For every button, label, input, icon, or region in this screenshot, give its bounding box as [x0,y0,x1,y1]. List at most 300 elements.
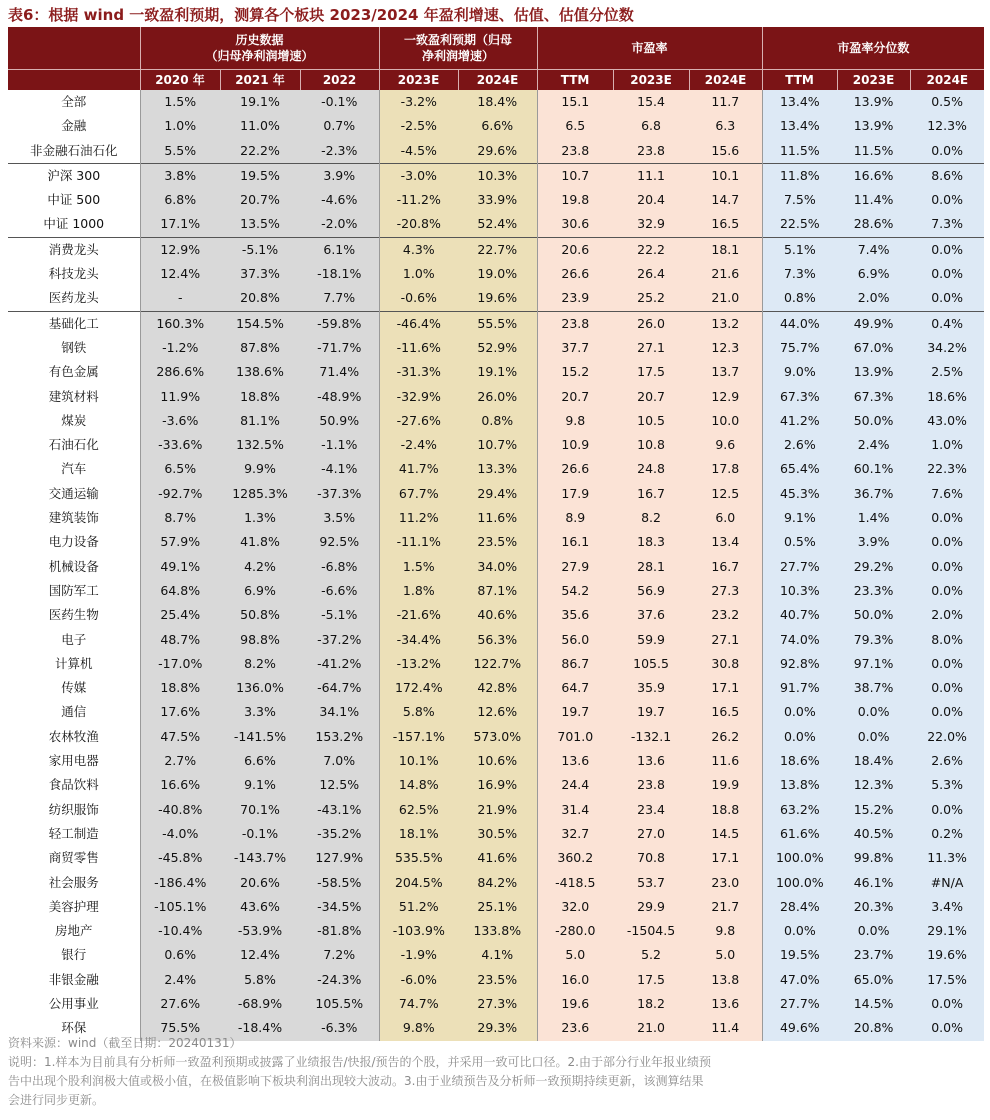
table-cell: 10.1 [689,163,762,188]
table-cell: 6.5% [140,457,220,481]
table-cell: -143.7% [220,846,300,870]
table-cell: 29.4% [458,482,537,506]
table-row [8,114,984,138]
row-label: 农林牧渔 [48,728,99,744]
table-cell: 2.0% [837,286,910,311]
table-cell: 20.7 [613,385,689,409]
table-cell: 21.6 [689,262,762,286]
table-cell: 11.4% [837,188,910,212]
table-cell: 20.6% [220,871,300,895]
table-cell: -6.8% [300,555,379,579]
table-cell: 4.1% [458,943,537,967]
row-label: 机械设备 [48,558,99,574]
table-cell: 136.0% [220,676,300,700]
table-cell: 12.3% [837,773,910,797]
table-cell: 19.6% [910,943,984,967]
table-cell: 5.5% [140,139,220,164]
row-label: 医药龙头 [48,290,99,306]
table-cell: 22.5% [762,212,837,237]
table-cell: 7.3% [910,212,984,237]
table-row [8,506,984,530]
table-cell: 23.7% [837,943,910,967]
table-cell: 18.4% [458,90,537,114]
table-cell: 13.6 [537,749,613,773]
row-label: 中证 500 [47,192,101,208]
table-cell: 12.6% [458,700,537,724]
table-cell: -3.0% [379,163,458,188]
row-label: 电力设备 [48,534,99,550]
row-label: 消费龙头 [8,237,140,262]
table-cell: 26.6 [537,457,613,481]
table-cell: 16.6% [140,773,220,797]
table-cell: 49.9% [837,311,910,336]
table-cell: 0.0% [910,139,984,164]
table-cell: 573.0% [458,725,537,749]
column-header: 2024E [910,70,984,91]
table-cell: 21.7 [689,895,762,919]
row-label: 公用事业 [48,995,99,1011]
table-cell: 0.8% [458,409,537,433]
column-header: 2024E [458,70,537,91]
table-cell: 0.0% [910,676,984,700]
row-label: 美容护理 [48,898,99,914]
header-group-label: 市盈率 [631,41,668,55]
table-body [8,90,984,1041]
table-cell: 50.0% [837,409,910,433]
row-label: 非银金融 [48,971,99,987]
table-cell: 67.0% [837,336,910,360]
table-cell: 10.6% [458,749,537,773]
table-cell: 0.0% [910,1016,984,1040]
table-cell: 5.3% [910,773,984,797]
table-cell: -10.4% [140,919,220,943]
table-cell: 11.1 [613,163,689,188]
table-cell: 23.2 [689,603,762,627]
header-group-consensus [379,27,537,70]
table-cell: 36.7% [837,482,910,506]
table-cell: 43.0% [910,409,984,433]
table-cell: 5.0 [537,943,613,967]
row-label: 纺织服饰 [48,801,99,817]
table-cell: 100.0% [762,871,837,895]
table-cell: 41.7% [379,457,458,481]
row-label: 建筑装饰 [48,510,99,526]
table-cell: 30.6 [537,212,613,237]
table-cell: 9.6 [689,433,762,457]
table-cell: 23.3% [837,579,910,603]
table-cell: 10.7 [537,163,613,188]
table-cell: 18.2 [613,992,689,1016]
table-cell: 20.4 [613,188,689,212]
table-cell: 41.6% [458,846,537,870]
header-column-row [8,70,984,91]
table-cell: 46.1% [837,871,910,895]
table-cell: 52.9% [458,336,537,360]
table-cell: 7.5% [762,188,837,212]
table-cell: 91.7% [762,676,837,700]
table-cell: 27.0 [613,822,689,846]
table-row [8,871,984,895]
table-cell: 40.5% [837,822,910,846]
table-cell: 34.2% [910,336,984,360]
table-cell: 11.5% [762,139,837,164]
table-cell: 25.2 [613,286,689,311]
table-row [8,311,984,336]
table-cell: 16.5 [689,212,762,237]
table-cell: 22.0% [910,725,984,749]
table-cell: 0.0% [910,652,984,676]
table-cell: 84.2% [458,871,537,895]
table-cell: 17.1 [689,676,762,700]
table-cell: 0.0% [910,555,984,579]
table-cell: 10.1% [379,749,458,773]
table-cell: 132.5% [220,433,300,457]
table-cell: 2.0% [910,603,984,627]
table-cell: 9.8% [379,1016,458,1040]
table-cell: 15.2 [537,360,613,384]
table-row [8,286,984,311]
table-cell: 0.0% [910,188,984,212]
table-cell: 23.8 [537,139,613,164]
table-cell: 56.3% [458,628,537,652]
table-cell: 133.8% [458,919,537,943]
table-cell: 7.4% [837,237,910,262]
table-cell: 1.5% [140,90,220,114]
table-cell: -11.6% [379,336,458,360]
table-cell: 63.2% [762,798,837,822]
table-cell: -71.7% [300,336,379,360]
row-label: 轻工制造 [48,825,99,841]
table-cell: 0.0% [762,725,837,749]
table-cell: 23.5% [458,530,537,554]
table-cell: 20.8% [837,1016,910,1040]
table-cell: -81.8% [300,919,379,943]
column-header: 2023E [379,70,458,91]
table-cell: -37.2% [300,628,379,652]
table-cell: -0.6% [379,286,458,311]
table-cell: 6.5 [537,114,613,138]
table-cell: 13.6 [613,749,689,773]
table-cell: 30.8 [689,652,762,676]
table-cell: -280.0 [537,919,613,943]
table-cell: 34.1% [300,700,379,724]
table-cell: 4.2% [220,555,300,579]
table-cell: 10.5 [613,409,689,433]
row-label: 建筑材料 [48,388,99,404]
table-cell: 1.4% [837,506,910,530]
table-cell: 12.5% [300,773,379,797]
table-cell: 10.0 [689,409,762,433]
table-cell: 6.3 [689,114,762,138]
table-cell: 32.7 [537,822,613,846]
table-cell: 56.0 [537,628,613,652]
table-cell: 16.7 [689,555,762,579]
header-group-label: （归母净利润增速） [205,49,314,63]
table-row [8,579,984,603]
table-cell: 0.8% [762,286,837,311]
table-cell: 17.6% [140,700,220,724]
table-cell: 17.5% [910,968,984,992]
table-cell: 8.6% [910,163,984,188]
header-corner [8,27,140,70]
table-cell: 4.3% [379,237,458,262]
table-cell: 24.4 [537,773,613,797]
table-cell: 0.0% [910,579,984,603]
table-cell: 40.7% [762,603,837,627]
table-cell: 22.7% [458,237,537,262]
row-label: 非金融石油石化 [29,142,118,158]
table-cell: 12.9% [140,237,220,262]
table-cell: 35.9 [613,676,689,700]
table-cell: 87.1% [458,579,537,603]
table-cell: 3.5% [300,506,379,530]
table-cell: 14.7 [689,188,762,212]
table-cell: 23.8 [613,773,689,797]
table-cell: 75.5% [140,1016,220,1040]
table-cell: 38.7% [837,676,910,700]
table-cell: 40.6% [458,603,537,627]
table-cell: 3.4% [910,895,984,919]
table-cell: -105.1% [140,895,220,919]
table-cell: 22.2% [220,139,300,164]
row-label: 传媒 [61,680,87,696]
table-cell: 67.7% [379,482,458,506]
table-cell: 11.8% [762,163,837,188]
table-row [8,433,984,457]
table-cell: 0.0% [910,530,984,554]
table-cell: 10.3% [458,163,537,188]
table-cell: 0.0% [837,700,910,724]
table-cell: 27.1 [689,628,762,652]
table-cell: 9.0% [762,360,837,384]
table-cell: -43.1% [300,798,379,822]
table-cell: 41.2% [762,409,837,433]
table-cell: 19.1% [220,90,300,114]
table-cell: 67.3% [837,385,910,409]
header-group-label: 历史数据 [235,33,284,47]
table-cell: 17.1 [689,846,762,870]
table-row [8,530,984,554]
table-cell: 100.0% [762,846,837,870]
table-cell: 6.6% [458,114,537,138]
table-cell: 13.4 [689,530,762,554]
table-row [8,822,984,846]
table-cell: 16.1 [537,530,613,554]
table-cell: 138.6% [220,360,300,384]
table-cell: 11.3% [910,846,984,870]
table-row [8,555,984,579]
table-cell: 6.9% [837,262,910,286]
table-cell: 7.7% [300,286,379,311]
row-label: 社会服务 [48,874,99,890]
table-cell: -18.1% [300,262,379,286]
table-cell: 15.6 [689,139,762,164]
table-cell: 8.0% [910,628,984,652]
table-cell: 52.4% [458,212,537,237]
table-cell: 2.4% [837,433,910,457]
table-cell: -17.0% [140,652,220,676]
table-cell: 1.0% [140,114,220,138]
table-cell: 49.1% [140,555,220,579]
table-cell: #N/A [910,871,984,895]
table-cell: 99.8% [837,846,910,870]
table-cell: 65.4% [762,457,837,481]
header-group-label: 市盈率分位数 [837,41,910,55]
table-cell: 23.8 [537,311,613,336]
table-row [8,992,984,1016]
table-cell: 19.1% [458,360,537,384]
table-cell: 5.2 [613,943,689,967]
column-header: TTM [762,70,837,91]
table-cell: -5.1% [300,603,379,627]
table-cell: 27.7% [762,555,837,579]
table-cell: 5.0 [689,943,762,967]
table-cell: 87.8% [220,336,300,360]
table-cell: 19.6% [458,286,537,311]
table-cell: 6.1% [300,237,379,262]
table-cell: 24.8 [613,457,689,481]
table-cell: 1.0% [379,262,458,286]
table-cell: -59.8% [300,311,379,336]
table-cell: 10.3% [762,579,837,603]
table-cell: 19.5% [762,943,837,967]
table-cell: 1285.3% [220,482,300,506]
table-cell: -31.3% [379,360,458,384]
header-group-pe [537,27,762,70]
table-cell: 16.5 [689,700,762,724]
column-header: 2020 年 [140,70,220,91]
table-cell: 0.0% [910,798,984,822]
table-cell: 23.6 [537,1016,613,1040]
table-cell: -53.9% [220,919,300,943]
table-cell: 50.0% [837,603,910,627]
table-cell: 27.3% [458,992,537,1016]
table-cell: 21.0 [613,1016,689,1040]
table-row [8,457,984,481]
table-cell: 360.2 [537,846,613,870]
table-cell: 74.0% [762,628,837,652]
table-cell: 17.9 [537,482,613,506]
table-row [8,749,984,773]
table-cell: 25.1% [458,895,537,919]
table-cell: 18.4% [837,749,910,773]
row-label: 国防军工 [48,582,99,598]
table-cell: 9.1% [220,773,300,797]
table-cell: -92.7% [140,482,220,506]
table-cell: 13.8% [762,773,837,797]
column-header: 2023E [613,70,689,91]
table-cell: 57.9% [140,530,220,554]
table-cell: 20.8% [220,286,300,311]
table-cell: 19.8 [537,188,613,212]
table-cell: -1.1% [300,433,379,457]
table-cell: -37.3% [300,482,379,506]
table-cell: -21.6% [379,603,458,627]
table-cell: 28.6% [837,212,910,237]
table-row [8,385,984,409]
table-cell: 12.4% [140,262,220,286]
table-cell: 70.8 [613,846,689,870]
table-cell: 13.3% [458,457,537,481]
table-row [8,482,984,506]
table-cell: 701.0 [537,725,613,749]
table-cell: 12.9 [689,385,762,409]
table-cell: -6.6% [300,579,379,603]
table-row [8,409,984,433]
table-cell: 49.6% [762,1016,837,1040]
table-cell: 92.5% [300,530,379,554]
table-cell: 15.4 [613,90,689,114]
table-cell: 2.4% [140,968,220,992]
table-cell: 16.7 [613,482,689,506]
table-cell: 19.6 [537,992,613,1016]
table-cell: -5.1% [220,237,300,262]
table-row [8,773,984,797]
table-cell: 64.8% [140,579,220,603]
table-cell: -32.9% [379,385,458,409]
table-cell: 41.8% [220,530,300,554]
table-cell: 17.8 [689,457,762,481]
table-cell: 9.1% [762,506,837,530]
row-label: 金融 [61,118,87,134]
table-row [8,237,984,262]
source-note: 资料来源：wind（截至日期：20240131） [8,1036,242,1050]
table-cell: 13.9% [837,360,910,384]
table-cell: -11.2% [379,188,458,212]
row-label: 科技龙头 [48,266,99,282]
table-title: 表6：根据 wind 一致盈利预期，测算各个板块 2023/2024 年盈利增速、估值、估值分位数 [8,6,634,24]
table-cell: 19.0% [458,262,537,286]
table-cell: 53.7 [613,871,689,895]
table-cell: -1504.5 [613,919,689,943]
table-cell: 7.6% [910,482,984,506]
table-cell: 11.6% [458,506,537,530]
table-cell: 11.2% [379,506,458,530]
column-header: 2024E [689,70,762,91]
table-cell: 60.1% [837,457,910,481]
table-cell: 18.1 [689,237,762,262]
table-cell: -418.5 [537,871,613,895]
table-cell: 7.3% [762,262,837,286]
table-cell: 3.3% [220,700,300,724]
table-cell: 1.3% [220,506,300,530]
table-cell: 19.7 [613,700,689,724]
table-cell: 28.1 [613,555,689,579]
table-cell: 8.9 [537,506,613,530]
table-cell: 19.7 [537,700,613,724]
table-cell: -132.1 [613,725,689,749]
table-cell: 8.2 [613,506,689,530]
table-cell: 14.5% [837,992,910,1016]
table-cell: 70.1% [220,798,300,822]
table-cell: 13.6 [689,992,762,1016]
header-group-pe-percentile [762,27,984,70]
table-cell: -18.4% [220,1016,300,1040]
row-label: 石油石化 [48,437,99,453]
column-header: 2021 年 [220,70,300,91]
table-cell: 0.5% [762,530,837,554]
table-cell: 3.9% [837,530,910,554]
table-cell: 25.4% [140,603,220,627]
table-cell: 2.6% [762,433,837,457]
table-cell: 0.0% [837,725,910,749]
table-row [8,846,984,870]
table-cell: 12.5 [689,482,762,506]
table-cell: 61.6% [762,822,837,846]
table-row [8,336,984,360]
table-cell: 6.9% [220,579,300,603]
table-cell: 1.0% [910,433,984,457]
